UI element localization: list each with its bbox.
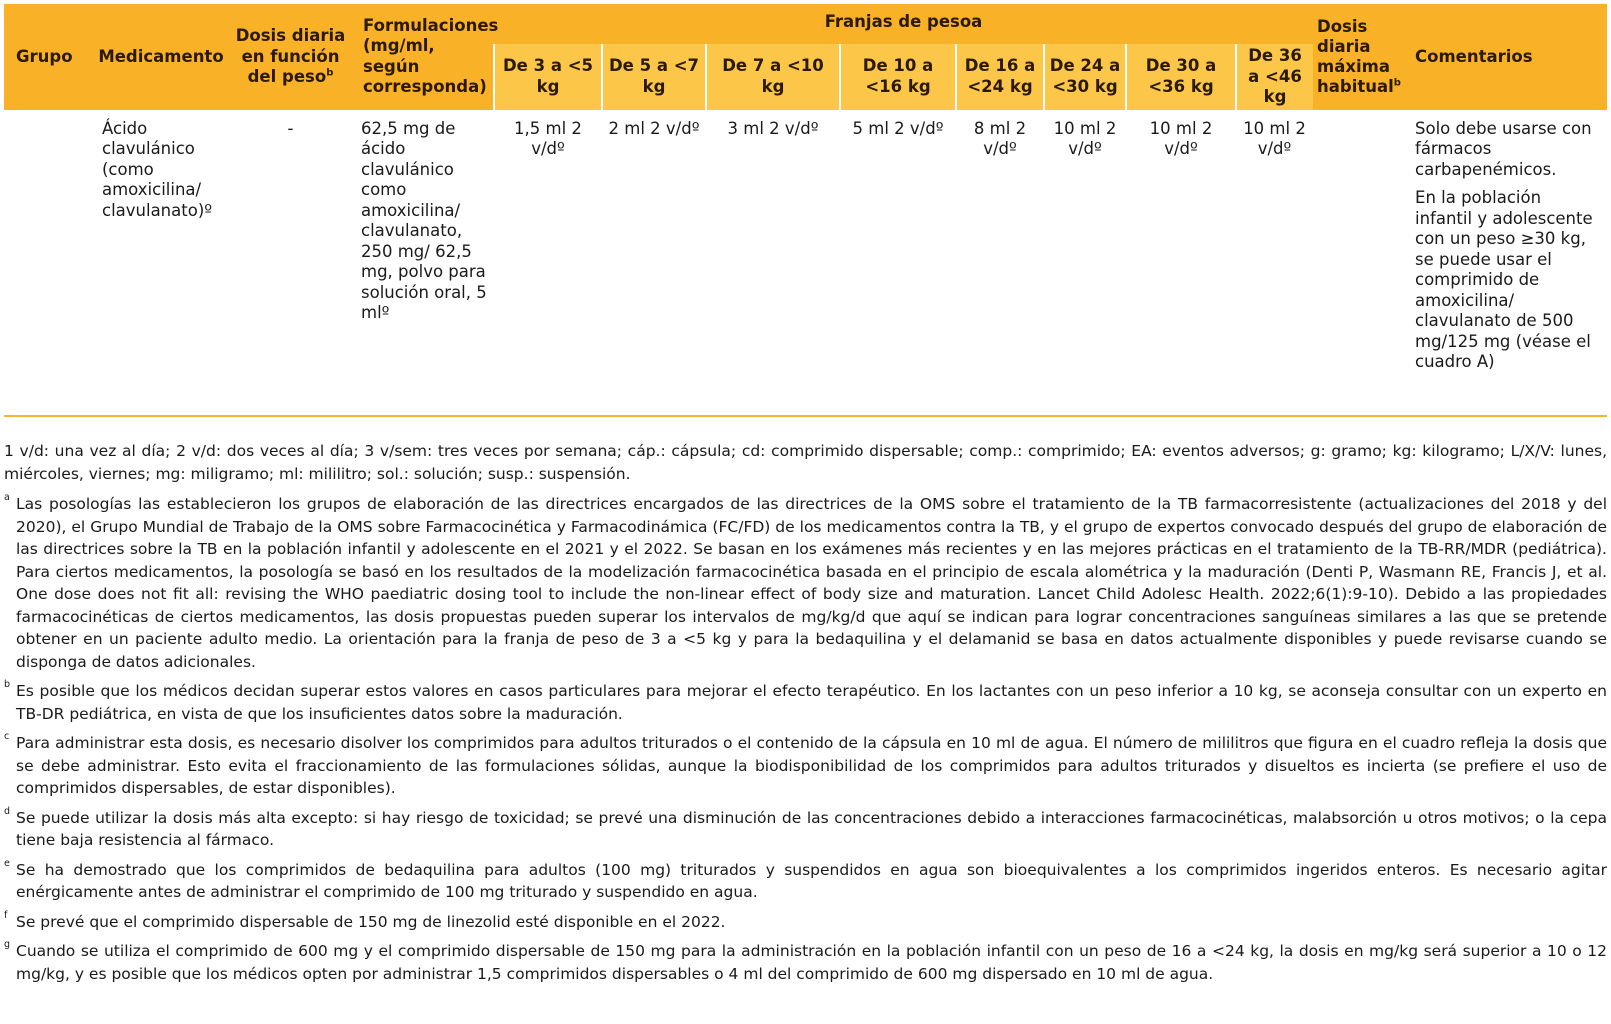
header-weight-band: De 30 a <36 kg [1126, 44, 1236, 110]
header-weight-band: De 16 a <24 kg [956, 44, 1044, 110]
header-weight-band: De 24 a <30 kg [1044, 44, 1126, 110]
header-weight-band: De 36 a <46 kg [1236, 44, 1313, 110]
header-medicamento: Medicamento [92, 4, 230, 110]
footnote-text: Se prevé que el comprimido dispersable de 150 mg de linezolid esté disponible en el 2022. [16, 912, 726, 931]
cell-comentarios [1405, 110, 1607, 416]
cell-formulaciones: 62,5 mg de ácido clavulánico como amoxicilina/ clavulanato, 250 mg/ 62,5 mg, polvo para solución oral, 5 mlº [361, 118, 487, 322]
cell-medicamento: Ácido clavulánico (como amoxicilina/ clavulanato)º [102, 118, 213, 220]
footnote [4, 680, 1607, 725]
footnote [4, 911, 1607, 934]
cell-dosis-diaria: - [287, 118, 294, 138]
footnote-text: Las posologías las establecieron los grupos de elaboración de las directrices encargados de las directrices de la OMS sobre el tratamiento de la TB farmacorresistente (actualizaciones del 2018 y del 2020), el Grupo Mundial de Trabajo de la OMS sobre Farmacocinética y Farmacodinámica (FC/FD) de los medicamentos contra la TB, y el grupo de expertos convocado después del grupo de elaboración de las directrices sobre la TB en la población infantil y adolescente en el 2021 y el 2022. Se basan en los exámenes más recientes y en las mejores prácticas en el tratamiento de la TB-RR/MDR (pediátrica). Para ciertos medicamentos, la posología se basó en los resultados de la modelización farmacocinética basada en el principio de escala alométrica y la maduración (Denti P, Wasmann RE, Francis J, et al. One dose does not fit all: revising the WHO paediatric dosing tool to include the non-linear effect of body size and maturation. Lancet Child Adolesc Health. 2022;6(1):9-10). Debido a las propiedades farmacocinéticas de ciertos medicamentos, las dosis propuestas pueden superar los intervalos de mg/kg/d que aquí se indican para lograr concentraciones sanguíneas similares a las que se pretende obtener en un paciente adulto medio. La orientación para la franja de peso de 3 a <5 kg y para la bedaquilina y el delamanid se basa en datos actualmente disponibles y puede revisarse cuando se disponga de datos adicionales. [16, 495, 1607, 671]
footnote-text: Cuando se utiliza el comprimido de 600 mg y el comprimido dispersable de 150 mg para la administración en la población infantil con un peso de 16 a <24 kg, la dosis en mg/kg será superior a 10 o 12 mg/kg, y es posible que los médicos opten por administrar 1,5 comprimidos dispersables o 4 ml del comprimido de 600 mg dispersado en 10 ml de agua. [16, 942, 1607, 983]
header-dosis-diaria-footnote: b [326, 67, 334, 79]
footnote-marker: g [4, 939, 11, 950]
abbreviations-note: 1 v/d: una vez al día; 2 v/d: dos veces al día; 3 v/sem: tres veces por semana; cáp.: cápsula; cd: comprimido dispersable; comp.: comprimido; EA: eventos adversos; g: gramo; kg: kilogramo; L/X/V: lunes, miércoles, viernes; mg: miligramo; ml: mililitro; sol.: solución; susp.: suspensión. [4, 442, 1607, 483]
header-weight-band: De 3 a <5 kg [494, 44, 602, 110]
footnote [4, 940, 1607, 985]
comment-paragraph: En la población infantil y adolescente con un peso ≥30 kg, se puede usar el comprimido de amoxicilina/ clavulanato de 500 mg/125 mg (véase el cuadro A) [1415, 188, 1593, 371]
table-header [4, 4, 1607, 110]
footnote-marker: a [4, 492, 10, 503]
header-formulaciones: Formulaciones (mg/ml, según corresponda) [351, 4, 494, 110]
header-weight-band: De 7 a <10 kg [706, 44, 840, 110]
footnote-marker: e [4, 857, 10, 869]
cell-dose: 1,5 ml 2 v/dº [514, 118, 582, 158]
header-franjas-de-peso: Franjas de pesoa [494, 4, 1313, 44]
cell-dose: 2 ml 2 v/dº [608, 118, 700, 138]
footnote [4, 859, 1607, 904]
header-dosis-maxima-footnote: b [1393, 77, 1401, 89]
cell-dose: 10 ml 2 v/dº [1149, 118, 1213, 158]
footnote-text: Se puede utilizar la dosis más alta excepto: si hay riesgo de toxicidad; se prevé una disminución de las concentraciones debido a interacciones farmacocinéticas, malabsorción u otros motivos; o la cepa tiene baja resistencia al fármaco. [16, 808, 1607, 849]
footnote-text: Se ha demostrado que los comprimidos de bedaquilina para adultos (100 mg) triturados y suspendidos en agua son bioequivalentes a los comprimidos ingeridos enteros. Es necesario agitar enérgicamente antes de administrar el comprimido de 100 mg triturado y suspendido en agua. [16, 860, 1607, 901]
cell-dose: 3 ml 2 v/dº [727, 118, 819, 138]
cell-dosis-maxima [1313, 110, 1405, 416]
header-weight-band: De 5 a <7 kg [602, 44, 706, 110]
header-grupo: Grupo [4, 4, 92, 110]
dosing-table [4, 4, 1607, 417]
cell-dose: 8 ml 2 v/dº [973, 118, 1027, 158]
footnote-marker: d [4, 805, 11, 817]
footnote-text: Es posible que los médicos decidan superar estos valores en casos particulares para mejorar el efecto terapéutico. En los lactantes con un peso inferior a 10 kg, se aconseja consultar con un experto en TB-DR pediátrica, en vista de que los insuficientes datos sobre la maduración. [16, 682, 1607, 723]
table-row [4, 110, 1607, 416]
header-dosis-maxima: Dosis diaria máxima habitual$^b$ [1313, 4, 1405, 110]
cell-dose: 10 ml 2 v/dº [1053, 118, 1117, 158]
header-comentarios: Comentarios [1405, 4, 1607, 110]
footnote [4, 493, 1607, 673]
cell-grupo [4, 110, 92, 416]
comment-paragraph: Solo debe usarse con fármacos carbapenémicos. [1415, 118, 1592, 179]
header-weight-band: De 10 a <16 kg [840, 44, 956, 110]
footnote [4, 807, 1607, 852]
cell-dose: 10 ml 2 v/dº [1243, 118, 1306, 158]
footnote-text: Para administrar esta dosis, es necesario disolver los comprimidos para adultos triturados o el contenido de la cápsula en 10 ml de agua. El número de mililitros que figura en el cuadro refleja la dosis que se debe administrar. Esto evita el fraccionamiento de las formulaciones sólidas, aunque la biodisponibilidad de los comprimidos para adultos triturados y disueltos es incierta (se prefiere el uso de comprimidos dispersables, de estar disponibles). [16, 734, 1607, 797]
footnote-marker: f [4, 909, 8, 921]
cell-dose: 5 ml 2 v/dº [852, 118, 944, 138]
table-notes [4, 440, 1607, 992]
header-dosis-diaria: Dosis diaria en función del peso$^b$ [230, 4, 351, 110]
footnote [4, 732, 1607, 800]
footnote-marker: b [4, 679, 11, 690]
footnote-marker: c [4, 731, 10, 742]
